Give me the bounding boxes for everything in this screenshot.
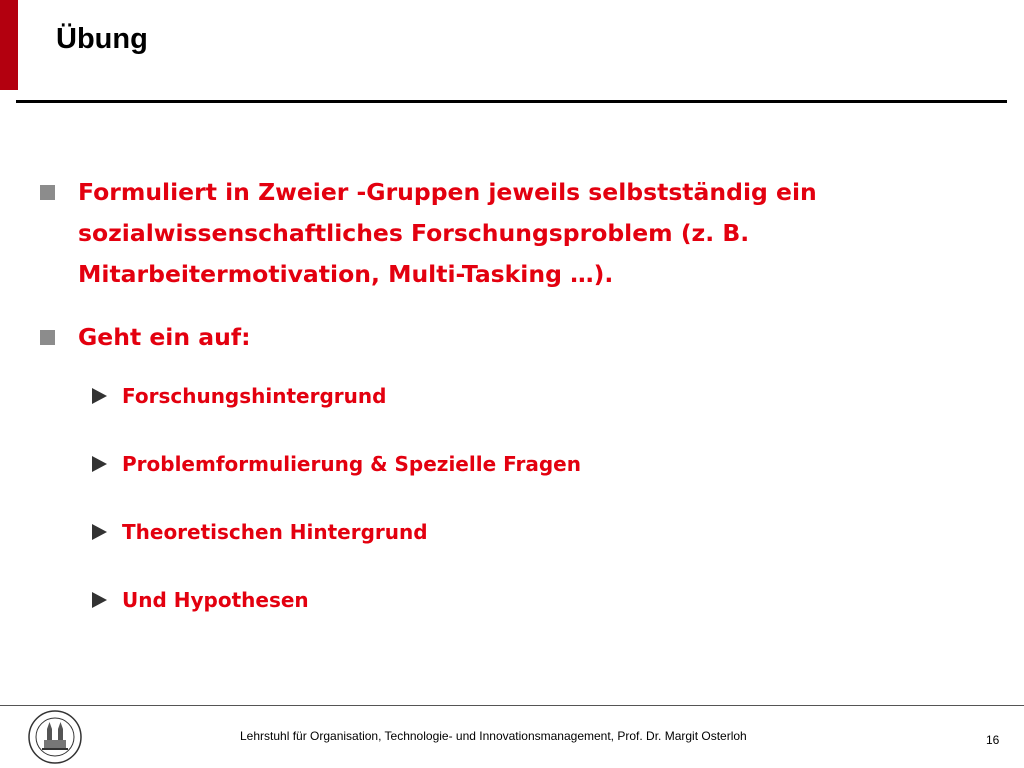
triangle-right-icon xyxy=(92,524,107,540)
slide-title: Übung xyxy=(56,23,148,55)
triangle-right-icon xyxy=(92,456,107,472)
page-number: 16 xyxy=(986,733,1000,747)
footer-divider xyxy=(0,705,1024,706)
bullet-item xyxy=(40,172,990,295)
footer-credit: Lehrstuhl für Organisation, Technologie- und Innovationsmanagement, Prof. Dr. Margit Osterloh xyxy=(240,729,747,743)
title-accent-bar xyxy=(0,0,18,90)
sub-bullet-text: Forschungshintergrund xyxy=(122,384,387,408)
triangle-right-icon xyxy=(92,592,107,608)
university-seal-icon xyxy=(28,710,82,764)
sub-bullet-list xyxy=(40,382,990,614)
triangle-right-icon xyxy=(92,388,107,404)
sub-bullet-text: Theoretischen Hintergrund xyxy=(122,520,428,544)
sub-bullet-item xyxy=(40,450,990,478)
sub-bullet-text: Und Hypothesen xyxy=(122,588,309,612)
sub-bullet-item xyxy=(40,518,990,546)
square-bullet-icon xyxy=(40,185,55,200)
square-bullet-icon xyxy=(40,330,55,345)
sub-bullet-text: Problemformulierung & Spezielle Fragen xyxy=(122,452,581,476)
bullet-text: Geht ein auf: xyxy=(78,323,251,351)
sub-bullet-item xyxy=(40,586,990,614)
bullet-text: Formuliert in Zweier -Gruppen jeweils selbstständig ein sozialwissenschaftliches Forschungsproblem (z. B. Mitarbeitermotivation, Multi-Tasking …). xyxy=(78,178,817,288)
slide-content xyxy=(40,172,990,654)
sub-bullet-item xyxy=(40,382,990,410)
bullet-item xyxy=(40,317,990,358)
title-divider xyxy=(16,100,1007,103)
